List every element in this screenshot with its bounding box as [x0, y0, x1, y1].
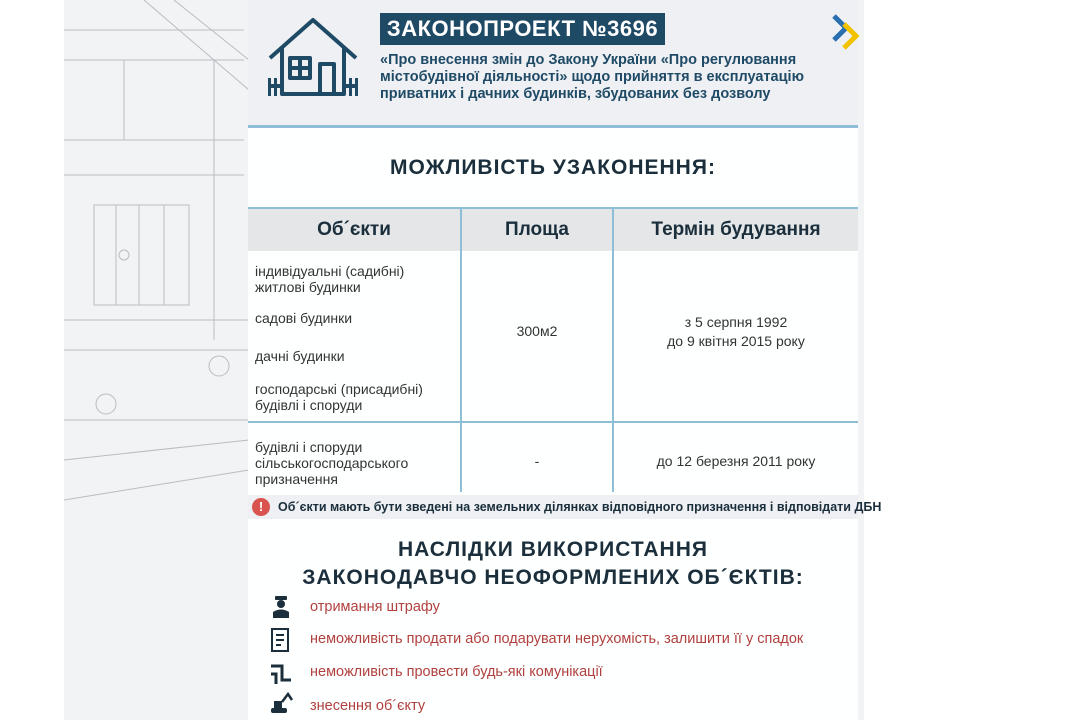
object-line: господарські (присадибні)	[255, 381, 423, 397]
consequence-item: знесення об´єкту	[310, 698, 426, 714]
table-top-line	[248, 207, 858, 209]
header-divider	[248, 125, 858, 128]
object-residential	[255, 263, 404, 295]
consequence-item: отримання штрафу	[310, 599, 440, 615]
object-line: сільськогосподарського	[255, 455, 409, 471]
bill-description	[380, 52, 840, 103]
document-icon	[268, 627, 294, 653]
consequence-item: неможливість продати або подарувати нерухомість, залишити її у спадок	[310, 631, 804, 647]
note-text: Об´єкти мають бути зведені на земельних ділянках відповідного призначення і відповідати ДБН	[278, 500, 882, 514]
pipes-icon	[268, 660, 294, 686]
object-line: будівлі і споруди	[255, 439, 363, 455]
excavator-icon	[268, 690, 294, 716]
term-line: до 9 квітня 2015 року	[667, 333, 805, 349]
inspector-icon	[268, 594, 294, 620]
col-header-objects: Об´єкти	[248, 208, 460, 251]
term-line: з 5 серпня 1992	[684, 314, 788, 330]
term-value	[614, 313, 858, 351]
bill-description-line: «Про внесення змін до Закону України «Про регулювання	[380, 52, 797, 68]
object-dacha-houses: дачні будинки	[255, 348, 345, 364]
object-line: призначення	[255, 471, 338, 487]
col-header-area: Площа	[462, 208, 612, 251]
object-line: індивідуальні (садибні)	[255, 263, 405, 279]
object-line: будівлі і споруди	[255, 397, 363, 413]
col-header-term: Термін будування	[614, 208, 858, 251]
table-col-divider	[460, 207, 462, 492]
consequences-title-line: ЗАКОНОДАВЧО НЕОФОРМЛЕНИХ ОБ´ЄКТІВ:	[302, 566, 804, 589]
consequence-item: неможливість провести будь-які комунікації	[310, 664, 603, 680]
exclamation-icon: !	[252, 498, 270, 516]
area-value: 300м2	[516, 323, 558, 339]
bill-description-line: приватних і дачних будинків, збудованих без дозволу	[380, 86, 771, 102]
object-garden-houses: садові будинки	[255, 310, 353, 326]
consequences-title	[248, 536, 858, 592]
table-row-divider	[248, 421, 858, 423]
area-value: -	[534, 453, 540, 469]
term-value: до 12 березня 2011 року	[656, 453, 816, 469]
object-outbuildings	[255, 381, 423, 413]
legalization-title: МОЖЛИВІСТЬ УЗАКОНЕННЯ:	[390, 156, 716, 179]
object-agricultural	[255, 439, 408, 487]
bill-description-line: містобудівної діяльності» щодо прийняття в експлуатацію	[380, 69, 804, 85]
bill-number: ЗАКОНОПРОЕКТ №3696	[380, 13, 665, 45]
chevron-logo-icon	[832, 14, 860, 54]
house-icon	[266, 14, 360, 104]
consequences-title-line: НАСЛІДКИ ВИКОРИСТАННЯ	[398, 538, 708, 561]
object-line: житлові будинки	[255, 279, 361, 295]
